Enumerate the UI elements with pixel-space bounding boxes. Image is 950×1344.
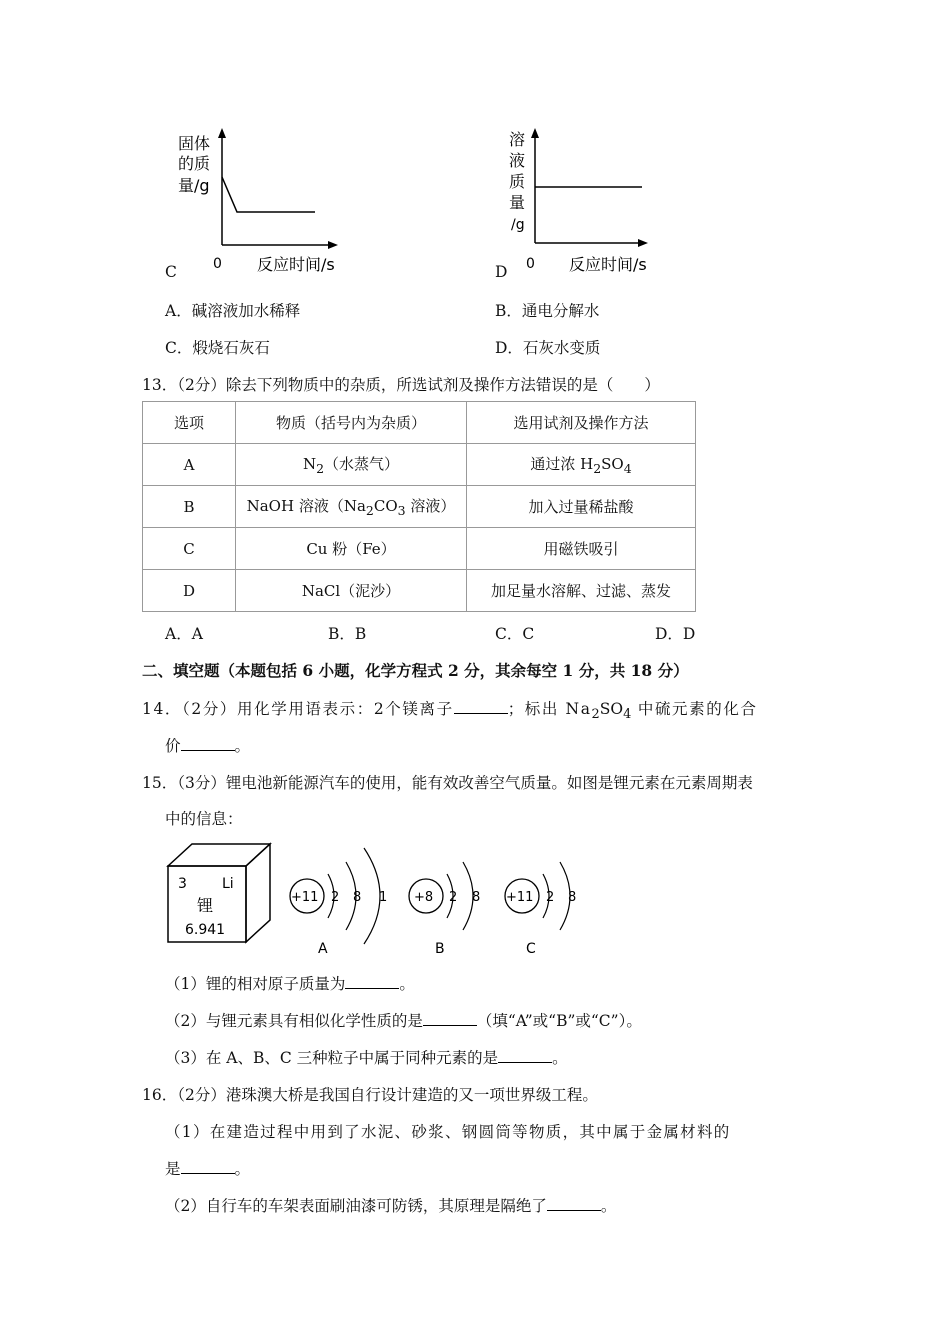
q12-option-d: D．石灰水变质 <box>495 339 601 357</box>
atomic-mass: 6.941 <box>185 922 226 938</box>
table-row <box>143 570 696 612</box>
q16-sub2: （2）自行车的车架表面刷油漆可防锈，其原理是隔绝了 。 <box>165 1197 617 1215</box>
atomic-number: 3 <box>178 876 187 892</box>
q15-sub2: （2）与锂元素具有相似化学性质的是 （填“A”或“B”或“C”）。 <box>165 1012 642 1030</box>
table-cell-option: C <box>143 528 236 570</box>
svg-text:1: 1 <box>379 890 388 905</box>
table-header-row <box>143 402 696 444</box>
svg-text:+11: +11 <box>506 890 534 905</box>
answer-blank[interactable] <box>181 736 235 751</box>
graph-d-ylabel-5: /g <box>511 217 525 233</box>
svg-text:A: A <box>318 941 328 957</box>
answer-blank[interactable] <box>498 1048 552 1063</box>
table-cell-substance: NaCl（泥沙） <box>236 570 467 612</box>
graph-d-ylabel-2: 液 <box>509 151 526 170</box>
q12-option-a: A．碱溶液加水稀释 <box>165 302 301 320</box>
svg-text:8: 8 <box>568 890 577 905</box>
table-cell-option: A <box>143 444 236 486</box>
q14-line1: 14．（2分）用化学用语表示：2个镁离子 ；标出 $Na_2SO_4$ 中硫元素的化合 <box>142 700 758 723</box>
answer-blank[interactable] <box>547 1196 601 1211</box>
q15-figure <box>160 836 600 966</box>
q16-sub1-line1: （1）在建造过程中用到了水泥、砂浆、钢圆筒等物质，其中属于金属材料的 <box>165 1123 731 1141</box>
table-header: 选用试剂及操作方法 <box>467 402 696 444</box>
svg-text:2: 2 <box>331 890 340 905</box>
table-cell-substance: NaOH 溶液（$Na_2CO_3$ 溶液） <box>236 486 467 528</box>
table-header: 物质（括号内为杂质） <box>236 402 467 444</box>
svg-text:2: 2 <box>546 890 555 905</box>
svg-text:8: 8 <box>353 890 362 905</box>
q13-option-a: A．A <box>165 625 203 643</box>
table-cell-method: 用磁铁吸引 <box>467 528 696 570</box>
q15-line2: 中的信息： <box>165 810 243 828</box>
q14-line2: 价 。 <box>165 737 251 755</box>
q13-option-b: B．B <box>328 625 367 643</box>
element-symbol: Li <box>222 876 234 892</box>
q12-option-c: C．煅烧石灰石 <box>165 339 270 357</box>
table-cell-substance: $N_2$（水蒸气） <box>236 444 467 486</box>
q12-option-b: B．通电分解水 <box>495 302 600 320</box>
graph-d-xlabel: 反应时间/s <box>569 255 647 274</box>
svg-text:+8: +8 <box>414 890 434 905</box>
table-cell-substance: Cu 粉（Fe） <box>236 528 467 570</box>
q16-sub1-line2: 是 。 <box>165 1160 251 1178</box>
answer-blank[interactable] <box>423 1011 477 1026</box>
graph-d-letter: D <box>495 263 508 281</box>
table-cell-method: 加入过量稀盐酸 <box>467 486 696 528</box>
table-header: 选项 <box>143 402 236 444</box>
graph-c-ylabel-3: 量/g <box>178 176 210 195</box>
q15-sub1: （1）锂的相对原子质量为 。 <box>165 975 415 993</box>
q15-sub3: （3）在 A、B、C 三种粒子中属于同种元素的是 。 <box>165 1049 568 1067</box>
q13-option-c: C．C <box>495 625 535 643</box>
graph-c-ylabel-2: 的质 <box>178 154 211 173</box>
svg-text:C: C <box>526 941 536 957</box>
answer-blank[interactable] <box>454 699 508 714</box>
element-card <box>168 844 270 942</box>
table-cell-option: D <box>143 570 236 612</box>
section-heading: 二、填空题（本题包括 6 小题，化学方程式 2 分，其余每空 1 分，共 18 分） <box>142 661 689 680</box>
atom-b <box>409 862 480 957</box>
q16-stem: 16．（2分）港珠澳大桥是我国自行设计建造的又一项世界级工程。 <box>142 1086 598 1104</box>
q13-table <box>142 401 696 612</box>
graph-c-origin: 0 <box>213 256 222 272</box>
table-cell-option: B <box>143 486 236 528</box>
table-row <box>143 486 696 528</box>
q13-option-d: D．D <box>655 625 696 643</box>
graph-d-ylabel-1: 溶 <box>509 130 526 149</box>
q15-line1: 15．（3分）锂电池新能源汽车的使用，能有效改善空气质量。如图是锂元素在元素周期表 <box>142 774 753 792</box>
table-row <box>143 528 696 570</box>
table-cell-method: 通过浓 $H_2SO_4$ <box>467 444 696 486</box>
svg-text:2: 2 <box>449 890 458 905</box>
svg-text:+11: +11 <box>291 890 319 905</box>
svg-text:B: B <box>435 941 445 957</box>
graph-d-origin: 0 <box>526 256 535 272</box>
graph-d-ylabel-4: 量 <box>509 193 526 212</box>
answer-blank[interactable] <box>181 1159 235 1174</box>
q13-stem: 13．（2分）除去下列物质中的杂质，所选试剂及操作方法错误的是（ ） <box>142 376 660 394</box>
graph-c <box>175 125 355 285</box>
graph-c-xlabel: 反应时间/s <box>257 255 335 274</box>
graph-c-letter: C <box>165 263 177 281</box>
table-row <box>143 444 696 486</box>
graph-d-ylabel-3: 质 <box>509 172 526 191</box>
svg-text:8: 8 <box>472 890 481 905</box>
element-name: 锂 <box>197 896 214 915</box>
atom-c <box>505 862 576 957</box>
graph-d <box>505 125 685 285</box>
table-cell-method: 加足量水溶解、过滤、蒸发 <box>467 570 696 612</box>
graph-c-ylabel-1: 固体 <box>178 134 211 153</box>
atom-a <box>290 848 387 957</box>
answer-blank[interactable] <box>345 974 399 989</box>
